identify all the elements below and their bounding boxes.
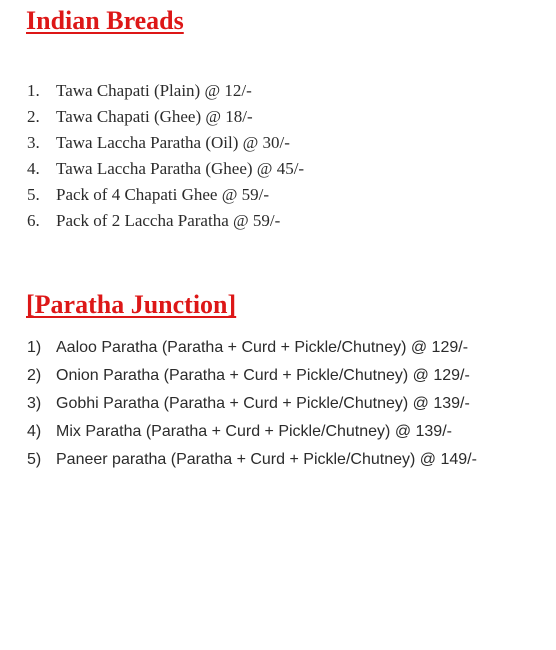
list-item [27, 446, 477, 474]
item-number: 3) [27, 395, 42, 412]
item-text: Tawa Chapati (Ghee) @ 18/- [56, 107, 253, 126]
item-text: Mix Paratha (Paratha + Curd + Pickle/Chutney) @ 139/- [56, 423, 452, 440]
list-item [27, 418, 477, 446]
item-text: Pack of 4 Chapati Ghee @ 59/- [56, 185, 269, 204]
list-item [27, 208, 304, 234]
item-number: 4. [27, 159, 40, 178]
list-item [27, 78, 304, 104]
section-title-indian-breads: Indian Breads [26, 6, 184, 35]
list-item [27, 182, 304, 208]
list-item [27, 362, 477, 390]
list-item [27, 334, 477, 362]
item-text: Gobhi Paratha (Paratha + Curd + Pickle/Chutney) @ 139/- [56, 395, 470, 412]
item-text: Onion Paratha (Paratha + Curd + Pickle/Chutney) @ 129/- [56, 367, 470, 384]
item-text: Paneer paratha (Paratha + Curd + Pickle/Chutney) @ 149/- [56, 451, 477, 468]
list-item [27, 130, 304, 156]
list-item [27, 390, 477, 418]
item-number: 4) [27, 423, 42, 440]
paratha-junction-list [27, 334, 477, 474]
item-number: 6. [27, 211, 40, 230]
item-number: 5. [27, 185, 40, 204]
item-text: Aaloo Paratha (Paratha + Curd + Pickle/Chutney) @ 129/- [56, 339, 469, 356]
item-text: Tawa Chapati (Plain) @ 12/- [56, 81, 252, 100]
item-number: 1) [27, 339, 42, 356]
section-title-paratha-junction: [Paratha Junction] [26, 290, 237, 319]
item-number: 3. [27, 133, 40, 152]
item-number: 5) [27, 451, 42, 468]
item-number: 2) [27, 367, 42, 384]
item-text: Pack of 2 Laccha Paratha @ 59/- [56, 211, 281, 230]
indian-breads-list [27, 78, 304, 234]
item-number: 2. [27, 107, 40, 126]
item-text: Tawa Laccha Paratha (Ghee) @ 45/- [56, 159, 305, 178]
list-item [27, 104, 304, 130]
list-item [27, 156, 304, 182]
item-text: Tawa Laccha Paratha (Oil) @ 30/- [56, 133, 290, 152]
item-number: 1. [27, 81, 40, 100]
